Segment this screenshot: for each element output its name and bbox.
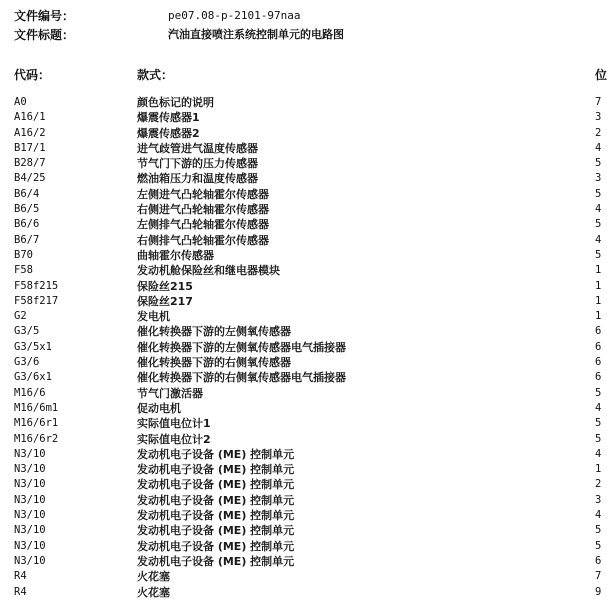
component-page: 4 <box>595 447 602 460</box>
component-description: 发动机电子设备 (ME) 控制单元 <box>137 554 295 568</box>
table-row <box>0 279 602 294</box>
component-description: 促动电机 <box>137 401 181 415</box>
table-row <box>0 95 602 110</box>
component-code: F58f217 <box>14 294 59 307</box>
component-page: 6 <box>595 356 602 369</box>
component-description: 爆震传感器2 <box>137 126 200 140</box>
component-description: 爆震传感器1 <box>137 111 200 125</box>
component-description: 催化转换器下游的左侧氧传感器 <box>137 325 291 339</box>
component-description: 发动机电子设备 (ME) 控制单元 <box>137 539 295 553</box>
component-code: G3/5x1 <box>14 340 52 353</box>
table-row <box>0 233 602 248</box>
component-page: 5 <box>595 417 602 430</box>
component-page: 1 <box>595 294 602 307</box>
component-code: N3/10 <box>14 509 46 522</box>
component-code: A16/2 <box>14 126 46 139</box>
table-row <box>0 355 602 370</box>
component-page: 4 <box>595 203 602 216</box>
component-page: 9 <box>595 585 602 598</box>
component-code: F58 <box>14 264 33 277</box>
table-row <box>0 447 602 462</box>
component-description: 节气门激活器 <box>137 386 203 400</box>
component-page: 1 <box>595 279 602 292</box>
component-page: 4 <box>595 141 602 154</box>
column-header-code: 代码： <box>14 68 51 82</box>
component-page: 7 <box>595 96 602 108</box>
table-row <box>0 523 602 538</box>
component-page: 5 <box>595 432 602 445</box>
table-row <box>0 416 602 431</box>
table-row <box>0 493 602 508</box>
component-description: 保险丝217 <box>137 294 193 308</box>
component-code: R4 <box>14 585 27 598</box>
component-page: 5 <box>595 539 602 552</box>
component-description: 发动机舱保险丝和继电器模块 <box>137 264 280 278</box>
component-description: 保险丝215 <box>137 279 193 293</box>
component-page: 4 <box>595 401 602 414</box>
component-code: B17/1 <box>14 141 46 154</box>
table-row <box>0 477 602 492</box>
component-code: A16/1 <box>14 111 46 124</box>
component-page: 6 <box>595 325 602 338</box>
component-page: 4 <box>595 233 602 246</box>
component-description: 右侧进气凸轮轴霍尔传感器 <box>137 203 269 217</box>
component-description: 燃油箱压力和温度传感器 <box>137 172 258 186</box>
table-row <box>0 126 602 141</box>
component-description: 发动机电子设备 (ME) 控制单元 <box>137 509 295 523</box>
table-row <box>0 401 602 416</box>
component-page: 6 <box>595 554 602 567</box>
component-code: N3/10 <box>14 478 46 491</box>
table-row <box>0 554 602 569</box>
table-row <box>0 569 602 584</box>
table-row <box>0 248 602 263</box>
component-description: 节气门下游的压力传感器 <box>137 157 258 171</box>
component-page: 6 <box>595 371 602 384</box>
component-code: N3/10 <box>14 539 46 552</box>
component-code: R4 <box>14 570 27 583</box>
table-row <box>0 585 602 600</box>
component-description: 左侧进气凸轮轴霍尔传感器 <box>137 187 269 201</box>
component-code: N3/10 <box>14 524 46 537</box>
component-code: G2 <box>14 310 27 323</box>
table-row <box>0 171 602 186</box>
component-page: 7 <box>595 570 602 583</box>
component-description: 发电机 <box>137 310 170 324</box>
component-description: 催化转换器下游的右侧氧传感器电气插接器 <box>137 371 346 385</box>
table-row <box>0 110 602 125</box>
doc-title-label: 文件标题： <box>14 28 75 42</box>
component-code: G3/6 <box>14 356 40 369</box>
component-description: 实际值电位计2 <box>137 432 211 446</box>
component-page: 1 <box>595 264 602 277</box>
component-page: 6 <box>595 340 602 353</box>
table-row <box>0 340 602 355</box>
component-code: B70 <box>14 248 33 261</box>
table-row <box>0 324 602 339</box>
table-row <box>0 202 602 217</box>
component-code: M16/6m1 <box>14 401 59 414</box>
component-page: 5 <box>595 386 602 399</box>
table-row <box>0 462 602 477</box>
component-description: 发动机电子设备 (ME) 控制单元 <box>137 524 295 538</box>
component-page: 5 <box>595 157 602 170</box>
column-header-model: 款式： <box>137 68 174 82</box>
table-row <box>0 156 602 171</box>
component-list <box>0 95 602 600</box>
table-row <box>0 263 602 278</box>
component-code: N3/10 <box>14 554 46 567</box>
component-page: 3 <box>595 172 602 185</box>
component-page: 3 <box>595 111 602 124</box>
component-description: 左侧排气凸轮轴霍尔传感器 <box>137 218 269 232</box>
component-page: 5 <box>595 524 602 537</box>
component-description: 曲轴霍尔传感器 <box>137 248 214 262</box>
component-code: M16/6r2 <box>14 432 59 445</box>
component-code: B6/4 <box>14 187 40 200</box>
component-page: 3 <box>595 493 602 506</box>
component-page: 4 <box>595 509 602 522</box>
component-code: N3/10 <box>14 463 46 476</box>
component-page: 5 <box>595 187 602 200</box>
component-description: 火花塞 <box>137 585 170 599</box>
component-page: 5 <box>595 248 602 261</box>
component-code: N3/10 <box>14 447 46 460</box>
component-code: B4/25 <box>14 172 46 185</box>
component-description: 颜色标记的说明 <box>137 96 214 109</box>
component-description: 进气歧管进气温度传感器 <box>137 141 258 155</box>
component-description: 火花塞 <box>137 570 170 584</box>
doc-number-label: 文件编号： <box>14 9 75 23</box>
component-page: 1 <box>595 310 602 323</box>
table-row <box>0 370 602 385</box>
component-page: 1 <box>595 463 602 476</box>
component-code: M16/6r1 <box>14 417 59 430</box>
table-row <box>0 187 602 202</box>
table-row <box>0 141 602 156</box>
doc-number-value: pe07.08-p-2101-97naa <box>168 9 301 22</box>
component-description: 右侧排气凸轮轴霍尔传感器 <box>137 233 269 247</box>
component-code: N3/10 <box>14 493 46 506</box>
component-code: G3/6x1 <box>14 371 52 384</box>
doc-title-value: 汽油直接喷注系统控制单元的电路图 <box>168 28 344 41</box>
table-row <box>0 386 602 401</box>
table-row <box>0 309 602 324</box>
component-description: 发动机电子设备 (ME) 控制单元 <box>137 463 295 477</box>
component-page: 5 <box>595 218 602 231</box>
component-page: 2 <box>595 126 602 139</box>
component-code: B6/7 <box>14 233 40 246</box>
component-page: 2 <box>595 478 602 491</box>
component-code: B6/6 <box>14 218 40 231</box>
component-code: M16/6 <box>14 386 46 399</box>
table-row <box>0 539 602 554</box>
table-row <box>0 217 602 232</box>
table-row <box>0 294 602 309</box>
table-row <box>0 432 602 447</box>
component-code: G3/5 <box>14 325 40 338</box>
component-code: B28/7 <box>14 157 46 170</box>
component-description: 实际值电位计1 <box>137 417 211 431</box>
component-code: A0 <box>14 96 27 108</box>
component-description: 发动机电子设备 (ME) 控制单元 <box>137 493 295 507</box>
component-description: 催化转换器下游的右侧氧传感器 <box>137 356 291 370</box>
component-description: 发动机电子设备 (ME) 控制单元 <box>137 447 295 461</box>
column-header-page: 位 <box>595 68 607 82</box>
component-code: F58f215 <box>14 279 59 292</box>
component-description: 发动机电子设备 (ME) 控制单元 <box>137 478 295 492</box>
component-description: 催化转换器下游的左侧氧传感器电气插接器 <box>137 340 346 354</box>
table-row <box>0 508 602 523</box>
component-code: B6/5 <box>14 203 40 216</box>
